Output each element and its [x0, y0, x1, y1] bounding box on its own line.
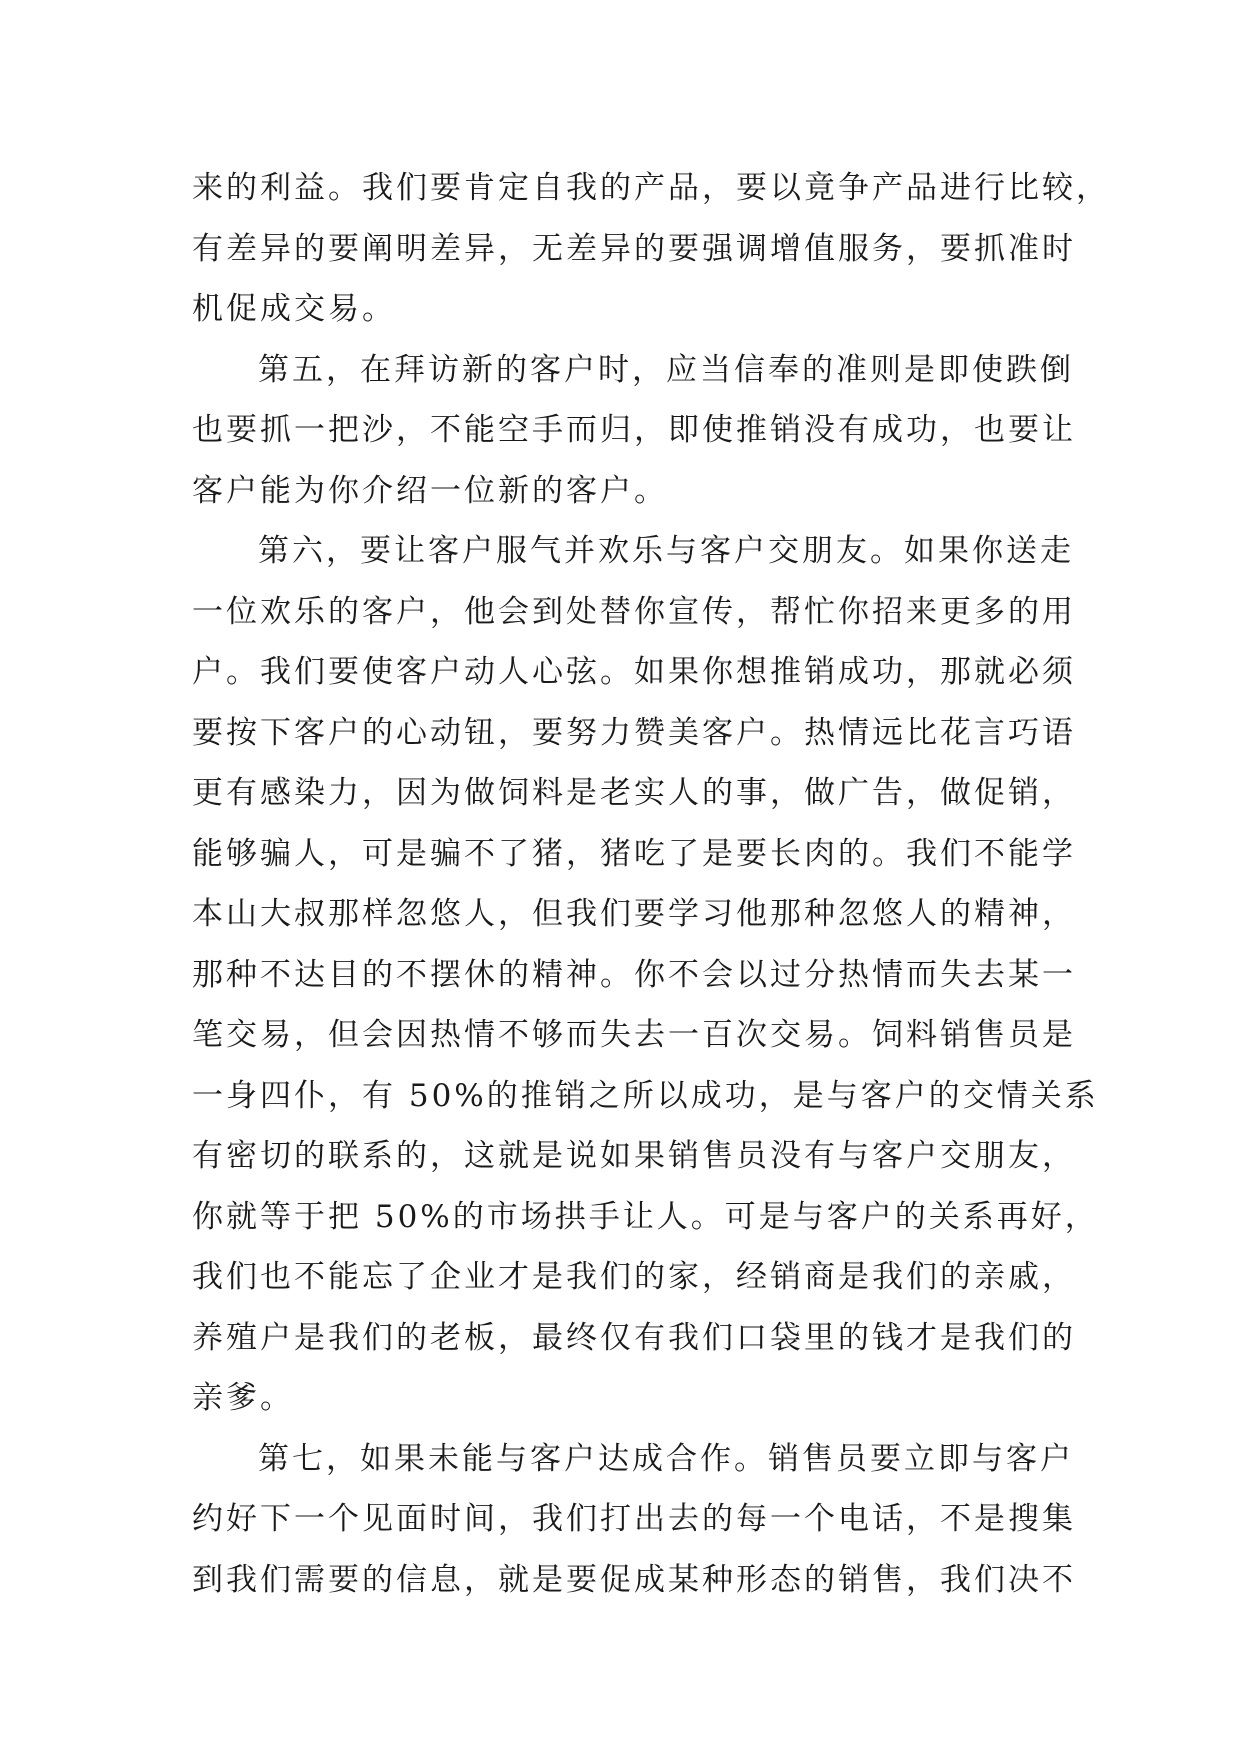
- text-line: 客户能为你介绍一位新的客户。: [192, 472, 668, 509]
- text-line: 第七，如果未能与客户达成合作。销售员要立即与客户: [258, 1440, 1074, 1477]
- text-line: 我们也不能忘了企业才是我们的家，经销商是我们的亲戚，: [192, 1259, 1076, 1295]
- text-line: 到我们需要的信息，就是要促成某种形态的销售，我们决不: [192, 1561, 1076, 1598]
- text-line: 有差异的要阐明差异，无差异的要强调增值服务，要抓准时: [192, 230, 1076, 267]
- text-line: 约好下一个见面时间，我们打出去的每一个电话，不是搜集: [192, 1501, 1076, 1537]
- text-line: 笔交易，但会因热情不够而失去一百次交易。饲料销售员是: [192, 1017, 1076, 1053]
- text-line: 第六，要让客户服气并欢乐与客户交朋友。如果你送走: [258, 533, 1074, 569]
- text-line: 能够骗人，可是骗不了猪，猪吃了是要长肉的。我们不能学: [192, 835, 1076, 872]
- text-line: 本山大叔那样忽悠人，但我们要学习他那种忽悠人的精神，: [192, 896, 1076, 932]
- text-line: 一位欢乐的客户，他会到处替你宣传，帮忙你招来更多的用: [192, 593, 1076, 630]
- document-body: [192, 158, 1110, 1610]
- text-line: 也要抓一把沙，不能空手而归，即使推销没有成功，也要让: [192, 412, 1076, 448]
- text-line: 要按下客户的心动钮，要努力赞美客户。热情远比花言巧语: [192, 714, 1076, 751]
- text-line: 养殖户是我们的老板，最终仅有我们口袋里的钱才是我们的: [192, 1319, 1076, 1356]
- text-line: 你就等于把 50%的市场拱手让人。可是与客户的关系再好，: [192, 1198, 1099, 1235]
- text-line: 那种不达目的不摆休的精神。你不会以过分热情而失去某一: [192, 956, 1076, 993]
- text-line: 机促成交易。: [192, 291, 396, 327]
- text-line: 一身四仆，有 50%的推销之所以成功，是与客户的交情关系: [192, 1077, 1099, 1114]
- text-line: 第五，在拜访新的客户时，应当信奉的准则是即使跌倒: [258, 351, 1074, 388]
- text-line: 更有感染力，因为做饲料是老实人的事，做广告，做促销，: [192, 775, 1076, 811]
- text-line: 亲爹。: [192, 1380, 294, 1416]
- text-line: 有密切的联系的，这就是说如果销售员没有与客户交朋友，: [192, 1138, 1076, 1174]
- text-line: 户。我们要使客户动人心弦。如果你想推销成功，那就必须: [192, 654, 1076, 690]
- text-line: 来的利益。我们要肯定自我的产品，要以竟争产品进行比较，: [192, 170, 1110, 206]
